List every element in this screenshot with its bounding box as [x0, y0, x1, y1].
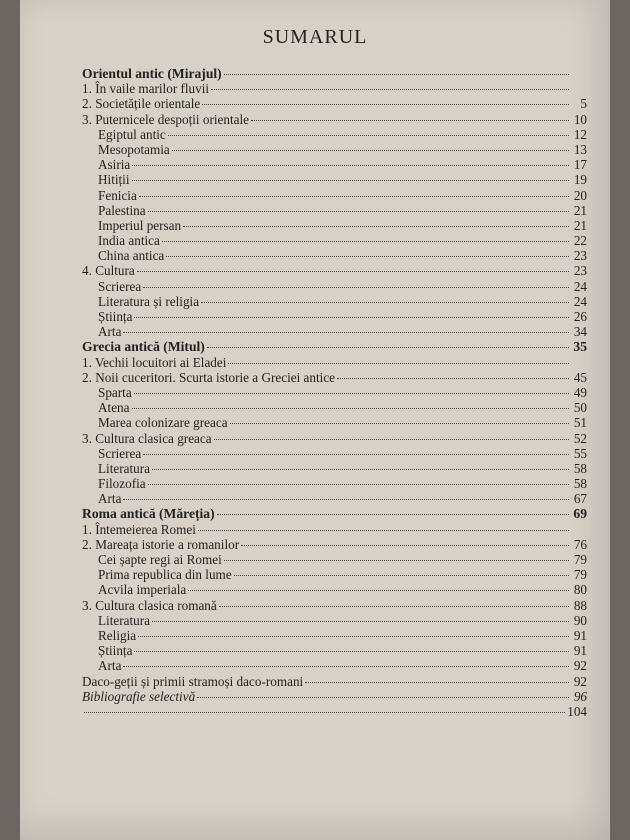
toc-entry-row	[82, 218, 587, 233]
dot-leader	[305, 682, 569, 683]
toc-entry-row	[82, 294, 587, 309]
dot-leader	[134, 317, 569, 318]
dot-leader	[217, 514, 569, 515]
dot-leader	[188, 590, 569, 591]
toc-entry-label: 2. Mareața istorie a romanilor	[82, 536, 240, 552]
toc-entry-label: Grecia antică (Mitul)	[82, 339, 205, 355]
toc-entry-row	[82, 567, 587, 582]
toc-entry-row	[82, 582, 587, 597]
toc-page-number: 10	[573, 111, 587, 127]
dot-leader	[219, 606, 569, 607]
dot-leader	[148, 211, 569, 212]
toc-entry-row	[82, 96, 587, 111]
toc-entry-row	[82, 674, 587, 689]
toc-entry-row	[82, 188, 587, 203]
toc-page-number: 67	[573, 491, 587, 507]
toc-entry-label: Palestina	[98, 202, 146, 218]
toc-entry-label: Bibliografie selectivă	[82, 688, 196, 704]
toc-page-number: 45	[573, 369, 587, 385]
dot-leader	[183, 226, 569, 227]
toc-entry-label: 3. Puternicele despoții orientale	[82, 111, 249, 127]
toc-entry-row	[82, 355, 587, 370]
toc-entry-row	[82, 689, 587, 704]
toc-entry-row	[82, 127, 587, 142]
toc-entry-row	[82, 476, 587, 491]
dot-leader	[230, 423, 569, 424]
dot-leader	[211, 89, 569, 90]
toc-entry-label: Asiria	[98, 157, 131, 173]
toc-entry-label: Știința	[98, 643, 133, 659]
toc-page-number: 80	[573, 582, 587, 598]
dot-leader	[224, 560, 569, 561]
dot-leader	[162, 241, 569, 242]
toc-entry-label: Religia	[98, 627, 137, 643]
toc-entry-label: Arta	[98, 658, 122, 674]
dot-leader	[198, 530, 569, 531]
dot-leader	[224, 74, 569, 75]
toc-entry-label: 1. Vechii locuitori ai Eladei	[82, 354, 227, 370]
dot-leader	[214, 439, 569, 440]
toc-page-number: 104	[567, 703, 587, 719]
toc-section-row	[82, 66, 587, 81]
toc-entry-row	[82, 658, 587, 673]
toc-entry-label: 1. În vaile marilor fluvii	[82, 81, 210, 97]
toc-page-number: 20	[573, 187, 587, 203]
toc-page-number: 58	[573, 476, 587, 492]
toc-page-number: 92	[573, 658, 587, 674]
toc-entry-row	[82, 157, 587, 172]
dot-leader	[134, 651, 569, 652]
book-page	[20, 0, 610, 840]
toc-page-number: 35	[573, 339, 587, 355]
toc-page-number: 96	[573, 688, 587, 704]
toc-entry-row	[82, 112, 587, 127]
toc-entry-row	[82, 431, 587, 446]
toc-entry-row	[82, 385, 587, 400]
dot-leader	[143, 454, 569, 455]
toc-page-number: 24	[573, 278, 587, 294]
dot-leader	[152, 469, 569, 470]
toc-page-number: 90	[573, 612, 587, 628]
dot-leader	[123, 499, 569, 500]
toc-entry-row	[82, 643, 587, 658]
dot-leader	[152, 621, 569, 622]
dot-leader	[166, 256, 569, 257]
toc-section-row	[82, 506, 587, 521]
toc-entry-label: 1. Întemeierea Romei	[82, 521, 196, 537]
toc-entry-label: Marea colonizare greaca	[98, 415, 228, 431]
toc-page-number: 50	[573, 400, 587, 416]
toc-page-number: 79	[573, 567, 587, 583]
toc-entry-label: Roma antică (Măreția)	[82, 506, 215, 522]
toc-entry-label: Scrierea	[98, 445, 142, 461]
toc-page-number: 69	[573, 506, 587, 522]
toc-page-number: 21	[573, 217, 587, 233]
dot-leader	[139, 196, 569, 197]
toc-entry-row	[82, 142, 587, 157]
toc-entry-row	[82, 400, 587, 415]
toc-entry-label: Știința	[98, 309, 133, 324]
toc-entry-row	[82, 598, 587, 613]
toc-entry-label: Acvila imperiala	[98, 582, 187, 598]
toc-entry-label: Filozofia	[98, 476, 146, 492]
toc-entry-row	[82, 491, 587, 506]
toc-entry-label: Fenicia	[98, 187, 137, 203]
dot-leader	[202, 104, 569, 105]
toc-entry-label: India antica	[98, 233, 160, 249]
toc-page-number: 79	[573, 552, 587, 567]
toc-entry-row	[82, 279, 587, 294]
toc-entry-label: Daco-geții și primii stramoși daco-romani	[82, 673, 304, 689]
toc-page-number: 88	[573, 597, 587, 613]
toc-entry-label: Arta	[98, 491, 122, 507]
toc-entry-row	[82, 522, 587, 537]
toc-entry-row	[82, 172, 587, 187]
toc-entry-label: Literatura și religia	[98, 293, 200, 309]
toc-page-number: 51	[573, 415, 587, 431]
toc-entry-row	[82, 309, 587, 324]
toc-entry-label: Prima republica din lume	[98, 567, 232, 583]
toc-entry-label: 4. Cultura	[82, 263, 135, 279]
toc-entry-row	[82, 628, 587, 643]
toc-page-number: 22	[573, 233, 587, 249]
toc-page-number: 24	[573, 293, 587, 309]
toc-entry-row	[82, 203, 587, 218]
toc-entry-label: Scrierea	[98, 278, 142, 294]
toc-entry-row	[82, 415, 587, 430]
toc-entry-label: Hitiții	[98, 172, 130, 188]
dot-leader	[134, 393, 569, 394]
toc-entry-row	[82, 552, 587, 567]
dot-leader	[132, 408, 570, 409]
toc-entry-row	[82, 324, 587, 339]
toc-page-number: 23	[573, 248, 587, 264]
dot-leader	[251, 120, 569, 121]
toc-entry-row	[82, 461, 587, 476]
toc-entry-label: Orientul antic (Mirajul)	[82, 66, 222, 81]
toc-entry-row	[82, 81, 587, 96]
toc-entry-label: Imperiul persan	[98, 217, 182, 233]
dot-leader	[337, 378, 569, 379]
toc-section-row	[82, 339, 587, 354]
toc-page-number: 92	[573, 673, 587, 689]
toc-entry-label: Cei șapte regi ai Romei	[98, 552, 222, 567]
toc-entry-label: Literatura	[98, 460, 150, 476]
toc-page-number: 19	[573, 172, 587, 188]
toc-entry-label: 2. Societățile orientale	[82, 96, 201, 112]
dot-leader	[137, 271, 569, 272]
dot-leader	[148, 484, 569, 485]
dot-leader	[201, 302, 569, 303]
toc-page-number: 76	[573, 536, 587, 552]
dot-leader	[84, 712, 565, 713]
toc-entry-label: 2. Noii cuceritori. Scurta istorie a Greciei antice	[82, 369, 336, 385]
dot-leader	[172, 150, 569, 151]
toc-entry-row	[82, 704, 587, 719]
dot-leader	[197, 697, 569, 698]
dot-leader	[207, 347, 569, 348]
dot-leader	[168, 135, 569, 136]
toc-page-number: 34	[573, 324, 587, 340]
toc-entry-label: Arta	[98, 324, 122, 340]
toc-entry-row	[82, 370, 587, 385]
toc-entry-row	[82, 263, 587, 278]
toc-entry-row	[82, 613, 587, 628]
dot-leader	[228, 363, 569, 364]
toc-page-number: 52	[573, 430, 587, 446]
page-title: SUMARUL	[262, 26, 368, 48]
dot-leader	[143, 287, 569, 288]
toc-entry-label: Literatura	[98, 612, 150, 628]
dot-leader	[132, 165, 569, 166]
dot-leader	[138, 636, 569, 637]
toc-entry-row	[82, 233, 587, 248]
toc-entry-row	[82, 248, 587, 263]
toc-page-number: 23	[573, 263, 587, 279]
table-of-contents	[82, 66, 587, 719]
dot-leader	[123, 332, 569, 333]
toc-page-number: 17	[573, 157, 587, 173]
toc-entry-label: Sparta	[98, 384, 132, 400]
toc-page-number: 58	[573, 460, 587, 476]
toc-page-number: 5	[580, 96, 587, 112]
toc-entry-row	[82, 446, 587, 461]
toc-page-number: 26	[573, 309, 587, 324]
dot-leader	[132, 180, 569, 181]
toc-entry-label: 3. Cultura clasica romană	[82, 597, 217, 613]
toc-entry-row	[82, 537, 587, 552]
toc-page-number: 21	[573, 202, 587, 218]
toc-entry-label: Mesopotamia	[98, 141, 170, 157]
toc-entry-label: Atena	[98, 400, 130, 416]
toc-page-number: 49	[573, 384, 587, 400]
dot-leader	[241, 545, 569, 546]
dot-leader	[123, 666, 569, 667]
toc-page-number: 12	[573, 126, 587, 142]
toc-entry-label: China antica	[98, 248, 165, 264]
toc-entry-label: Egiptul antic	[98, 126, 166, 142]
toc-page-number: 13	[573, 141, 587, 157]
toc-page-number: 55	[573, 445, 587, 461]
toc-page-number: 91	[573, 643, 587, 659]
toc-entry-label: 3. Cultura clasica greaca	[82, 430, 212, 446]
toc-page-number: 91	[573, 627, 587, 643]
dot-leader	[234, 575, 569, 576]
